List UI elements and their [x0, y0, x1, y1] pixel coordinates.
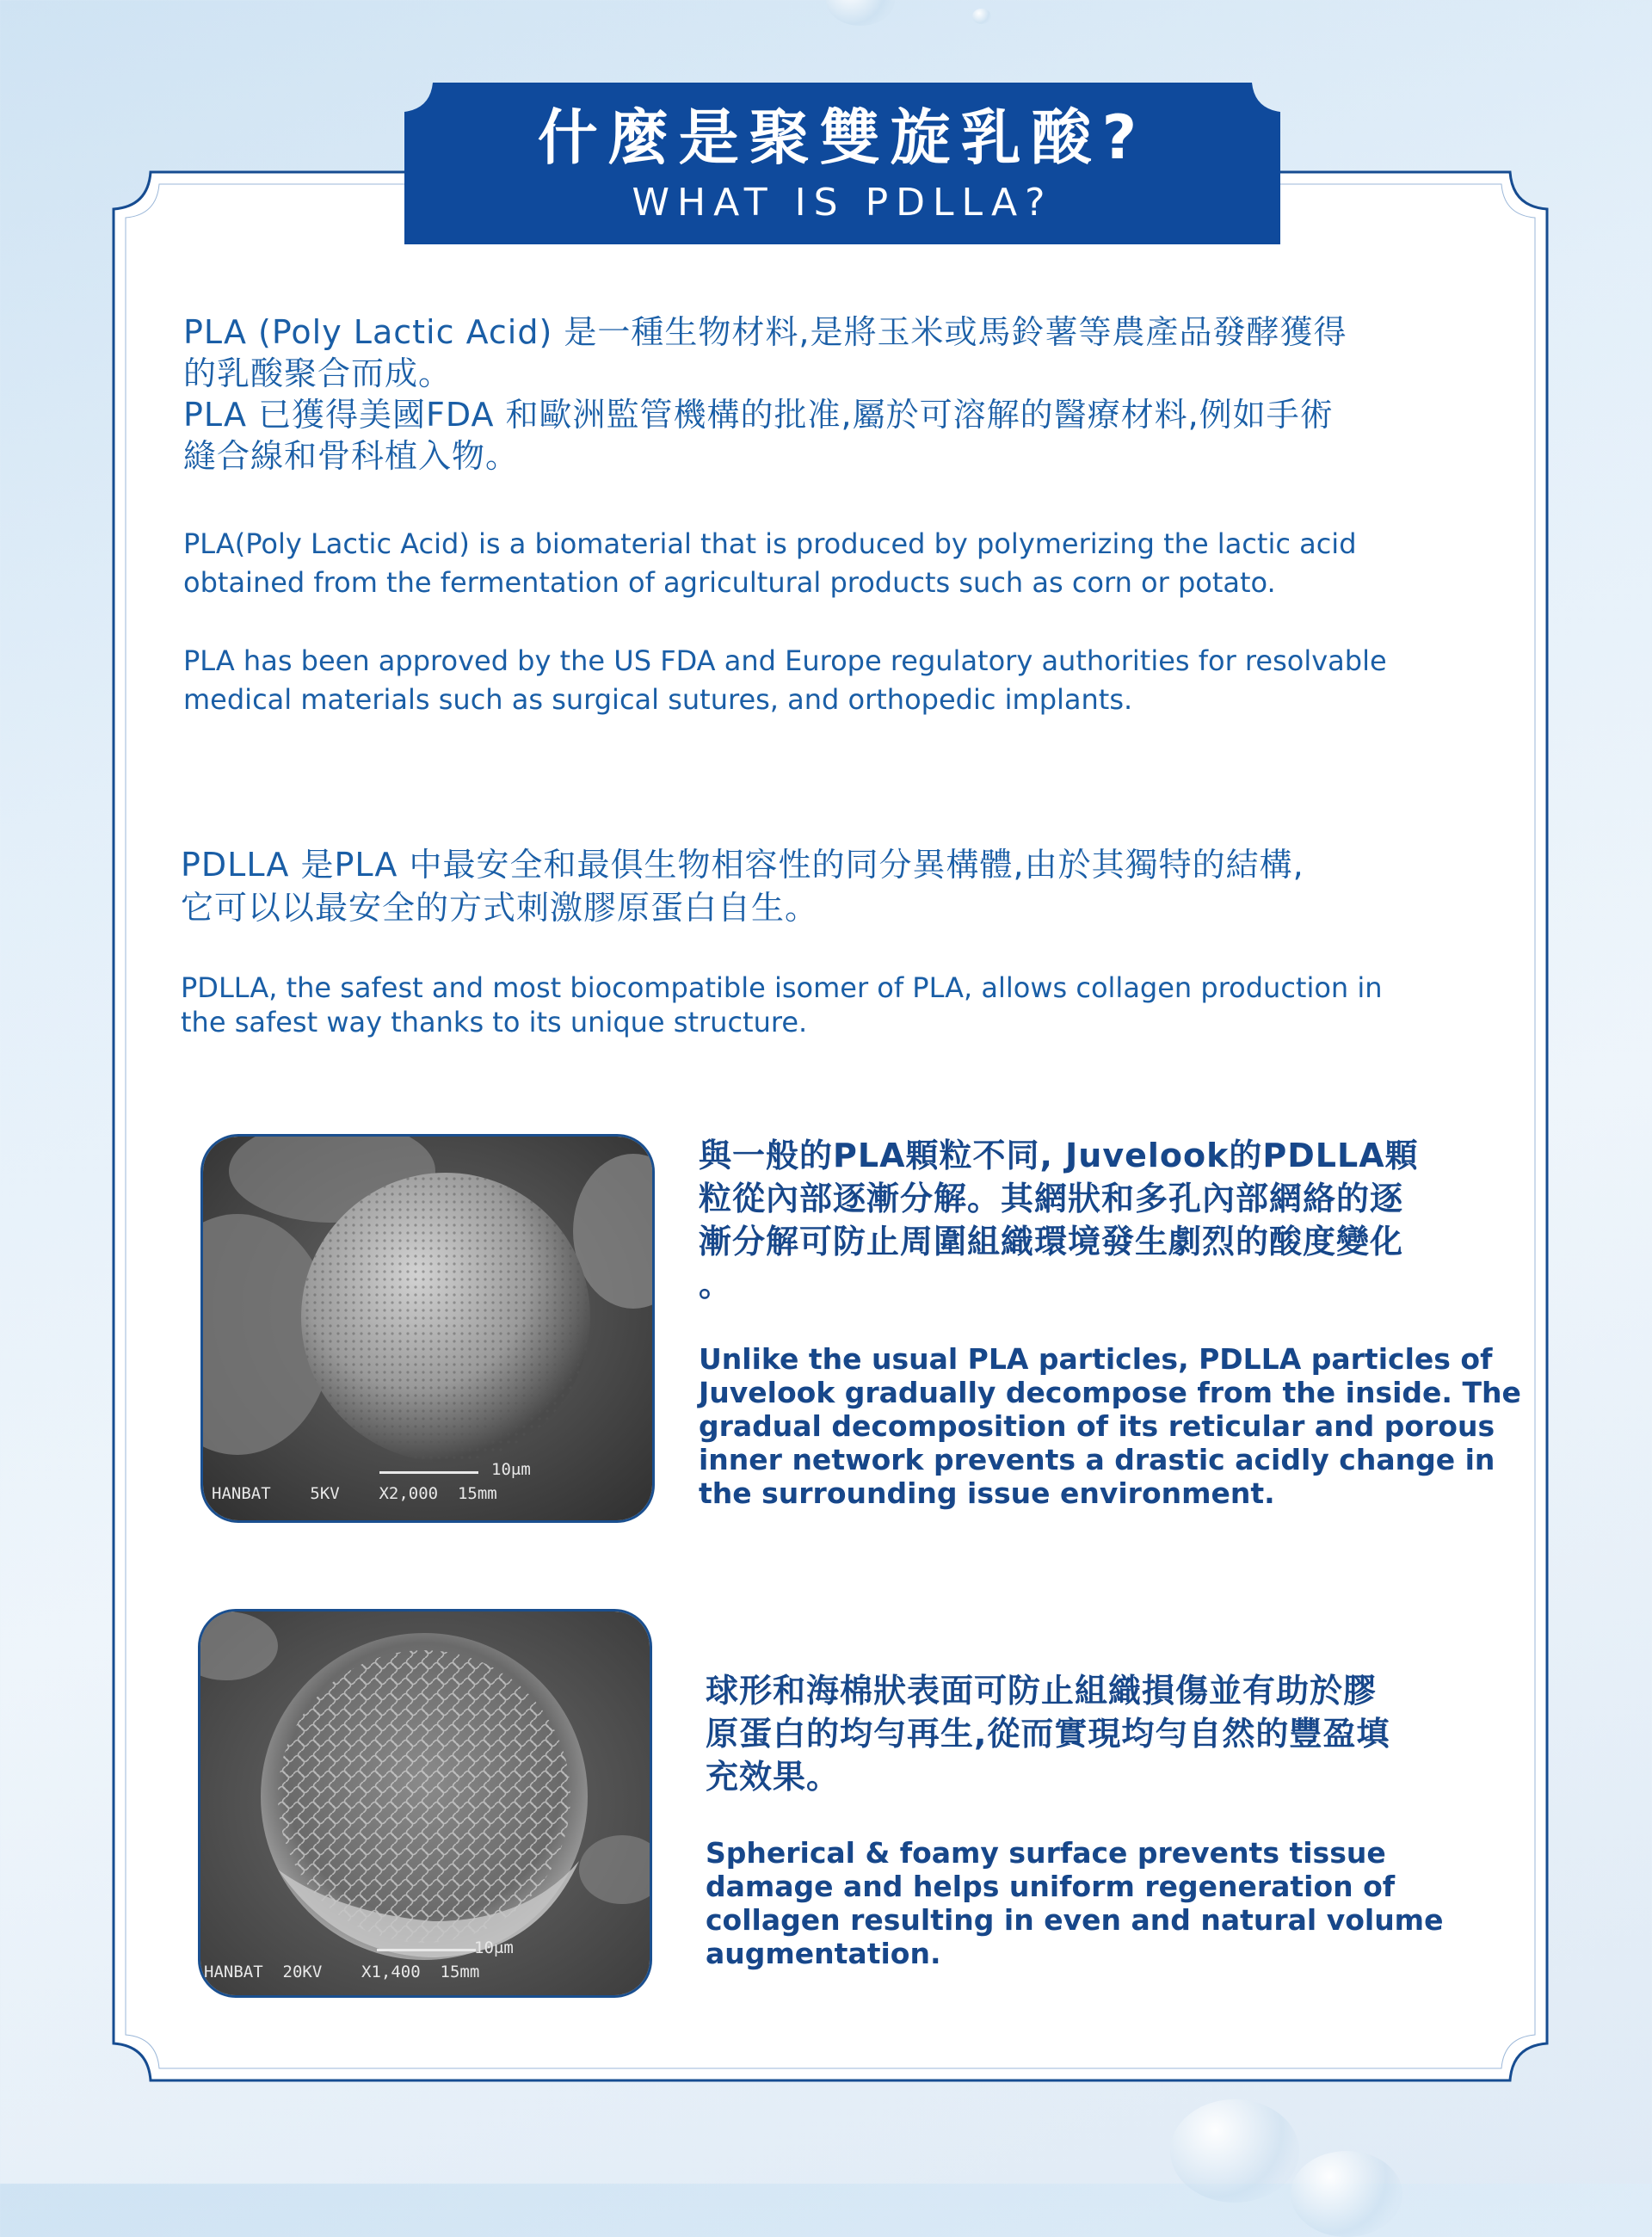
scale-bar: [379, 1471, 478, 1474]
feature1-zh-line: 與一般的PLA顆粒不同, Juvelook的PDLLA顆: [699, 1137, 1419, 1174]
page-title: 什麼是聚雙旋乳酸?: [537, 102, 1148, 173]
sem-image-particle: [200, 1134, 655, 1523]
microscope-particle-image: [203, 1137, 652, 1520]
feature2-zh-line: 充效果。: [706, 1758, 841, 1796]
feature2-en-line: damage and helps uniform regeneration of: [706, 1870, 1396, 1903]
intro-en-line: PLA(Poly Lactic Acid) is a biomaterial that is produced by polymerizing the lactic acid: [183, 527, 1357, 560]
intro-zh-line: PLA (Poly Lactic Acid) 是一種生物材料,是將玉米或馬鈴薯等農產品發酵獲得: [183, 313, 1347, 351]
intro-en-paragraph-2: [183, 642, 1474, 719]
feature1-en-line: inner network prevents a drastic acidly change in: [699, 1443, 1495, 1476]
pdlla-zh-line: 它可以以最安全的方式刺激膠原蛋白自生。: [181, 889, 819, 927]
intro-zh-line: 的乳酸聚合而成。: [183, 354, 453, 392]
microscope-foamy-image: [200, 1612, 650, 1995]
intro-zh-line: 縫合線和骨科植入物。: [183, 437, 520, 475]
intro-en-line: medical materials such as surgical sutures, and orthopedic implants.: [183, 683, 1133, 716]
pdlla-zh-line: PDLLA 是PLA 中最安全和最俱生物相容性的同分異構體,由於其獨特的結構,: [181, 846, 1304, 884]
intro-zh-line: PLA 已獲得美國FDA 和歐洲監管機構的批准,屬於可溶解的醫療材料,例如手術: [183, 396, 1334, 434]
microscope-caption: HANBAT 20KV X1,400 15mm: [204, 1963, 480, 1981]
page-subtitle: WHAT IS PDLLA?: [632, 181, 1053, 225]
feature1-en-line: Unlike the usual PLA particles, PDLLA particles of: [699, 1342, 1493, 1376]
feature1-zh-line: 漸分解可防止周圍組織環境發生劇烈的酸度變化: [699, 1223, 1404, 1260]
microscope-caption: HANBAT 5KV X2,000 15mm: [212, 1484, 497, 1503]
feature2-en-line: Spherical & foamy surface prevents tissue: [706, 1836, 1386, 1870]
pdlla-en-line: PDLLA, the safest and most biocompatible isomer of PLA, allows collagen production in: [181, 971, 1383, 1004]
feature2-zh-line: 球形和海棉狀表面可防止組織損傷並有助於膠: [706, 1672, 1378, 1710]
feature1-zh-text: [699, 1134, 1490, 1306]
scale-label: 10μm: [474, 1938, 514, 1957]
feature2-zh-text: [706, 1669, 1497, 1798]
feature1-en-line: Juvelook gradually decompose from the inside. The: [699, 1376, 1521, 1409]
feature1-zh-line: 粒從內部逐漸分解。其網狀和多孔內部網絡的逐: [699, 1180, 1404, 1217]
pdlla-en-paragraph: [181, 971, 1471, 1039]
intro-en-line: PLA has been approved by the US FDA and Europe regulatory authorities for resolvable: [183, 644, 1387, 677]
header-banner: [404, 83, 1280, 244]
scale-bar: [377, 1949, 476, 1951]
pdlla-zh-paragraph: [181, 843, 1471, 929]
feature1-en-line: the surrounding issue environment.: [699, 1476, 1275, 1510]
sem-image-foamy: [198, 1609, 652, 1998]
feature1-en-text: [699, 1342, 1559, 1510]
feature2-en-line: collagen resulting in even and natural volume: [706, 1903, 1444, 1937]
intro-zh-paragraph: [183, 311, 1474, 477]
intro-en-paragraph-1: [183, 525, 1474, 602]
pdlla-en-line: the safest way thanks to its unique structure.: [181, 1006, 808, 1038]
scale-label: 10μm: [491, 1460, 531, 1479]
intro-en-line: obtained from the fermentation of agricultural products such as corn or potato.: [183, 566, 1276, 599]
feature1-en-line: gradual decomposition of its reticular and porous: [699, 1409, 1495, 1443]
feature2-zh-line: 原蛋白的均勻再生,從而實現均勻自然的豐盈填: [706, 1715, 1390, 1753]
feature1-zh-line: 。: [699, 1266, 733, 1303]
feature2-en-line: augmentation.: [706, 1937, 941, 1970]
feature2-en-text: [706, 1836, 1480, 1970]
